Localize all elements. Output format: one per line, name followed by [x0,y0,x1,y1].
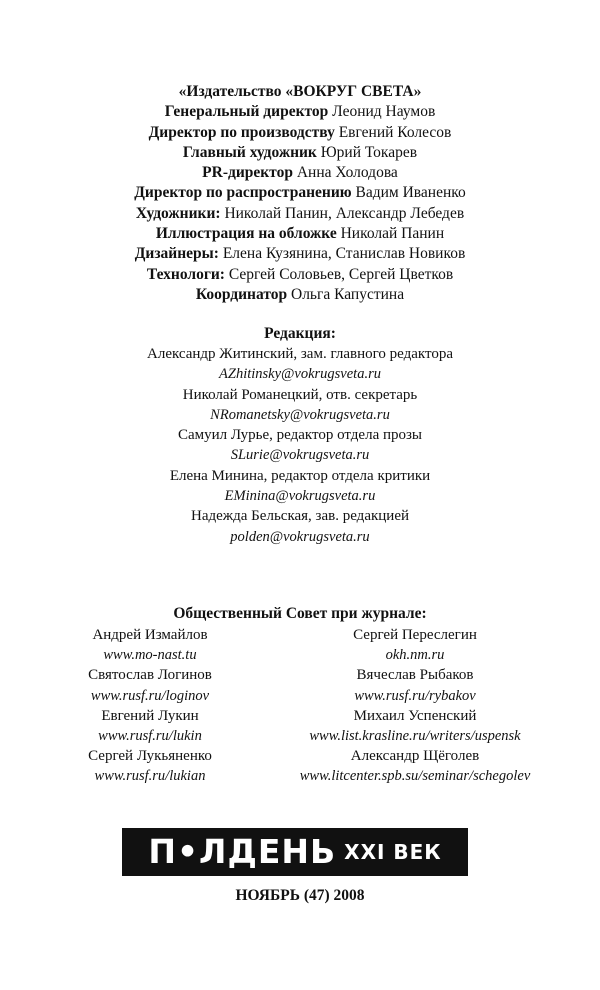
editorial-email: polden@vokrugsveta.ru [230,528,370,545]
staff-person: Ольга Капустина [291,285,405,303]
council-member-site: www.rusf.ru/lukin [98,728,202,745]
editorial-email: SLurie@vokrugsveta.ru [230,447,370,464]
staff-role: Генеральный директор [164,103,329,121]
staff-line [0,143,600,163]
staff-line [0,244,600,264]
staff-person: Вадим Иваненко [355,184,466,202]
logo-subtitle: XXI ВЕК [344,840,442,864]
staff-line [0,123,600,143]
staff-role: Дизайнеры: [134,245,219,263]
council-member-site: www.rusf.ru/loginov [90,687,210,704]
council-member-site: www.rusf.ru/rybakov [354,687,476,704]
council-member-name: Святослав Логинов [88,667,212,684]
staff-person: Леонид Наумов [332,103,436,121]
staff-person: Анна Холодова [296,164,398,182]
staff-person: Евгений Колесов [338,123,452,141]
staff-line [0,265,600,285]
council-member-site: www.list.krasline.ru/writers/uspensk [309,728,521,745]
editorial-heading: Редакция: [264,325,336,342]
editorial-email: AZhitinsky@vokrugsveta.ru [219,366,381,383]
staff-role: Директор по распространению [134,184,352,202]
staff-line [0,285,600,305]
council-member-name: Андрей Измайлов [92,627,208,643]
staff-role: Главный художник [182,143,317,161]
staff-person: Николай Панин [340,225,445,243]
council-member-name: Вячеслав Рыбаков [356,667,474,684]
council-member-site: okh.nm.ru [385,647,445,664]
staff-person: Елена Кузянина, Станислав Новиков [222,245,466,263]
council-member-site: www.mo-nast.tu [103,647,197,664]
staff-line [0,102,600,122]
staff-line [0,224,600,244]
staff-list [0,82,600,305]
staff-role: Технологи: [146,265,225,283]
staff-person: Сергей Соловьев, Сергей Цветков [228,265,454,283]
staff-line [0,183,600,203]
editorial-email: EMinina@vokrugsveta.ru [224,488,376,505]
staff-person: Юрий Токарев [320,143,418,161]
issue-date: НОЯБРЬ (47) 2008 [235,887,365,904]
council-left-column [60,625,240,787]
council-member-name: Александр Щёголев [350,748,480,765]
editorial-member: Николай Романецкий, отв. секретарь [182,386,418,403]
council-heading: Общественный Совет при журнале: [173,605,427,622]
editorial-member: Самуил Лурье, редактор отдела прозы [177,427,423,444]
council-member-name: Сергей Лукьяненко [88,748,212,765]
staff-role: PR-директор [202,164,293,182]
staff-person: Николай Панин, Александр Лебедев [224,204,465,222]
magazine-logo [122,828,468,876]
editorial-member: Александр Житинский, зам. главного редактора [147,346,453,362]
staff-role: Художники: [135,204,221,222]
editorial-email: NRomanetsky@vokrugsveta.ru [210,406,390,423]
staff-role: Координатор [195,285,288,303]
council-right-column [270,625,560,787]
editorial-member: Елена Минина, редактор отдела критики [169,467,431,484]
editorial-member: Надежда Бельская, зав. редакцией [191,508,409,525]
staff-role: «Издательство «ВОКРУГ СВЕТА» [178,83,422,100]
council-member-name: Михаил Успенский [353,707,477,724]
council-member-site: www.litcenter.spb.su/seminar/schegolev [299,768,531,785]
editorial-section [0,324,600,547]
council-member-name: Евгений Лукин [101,707,199,724]
staff-line [0,163,600,183]
council-member-name: Сергей Переслегин [353,627,477,643]
staff-role: Иллюстрация на обложке [155,225,337,243]
staff-role: Директор по производству [148,123,335,141]
staff-line [0,82,600,102]
logo-title: П•ЛДЕНЬ [148,832,337,871]
council-member-site: www.rusf.ru/lukian [94,768,206,785]
staff-line [0,204,600,224]
